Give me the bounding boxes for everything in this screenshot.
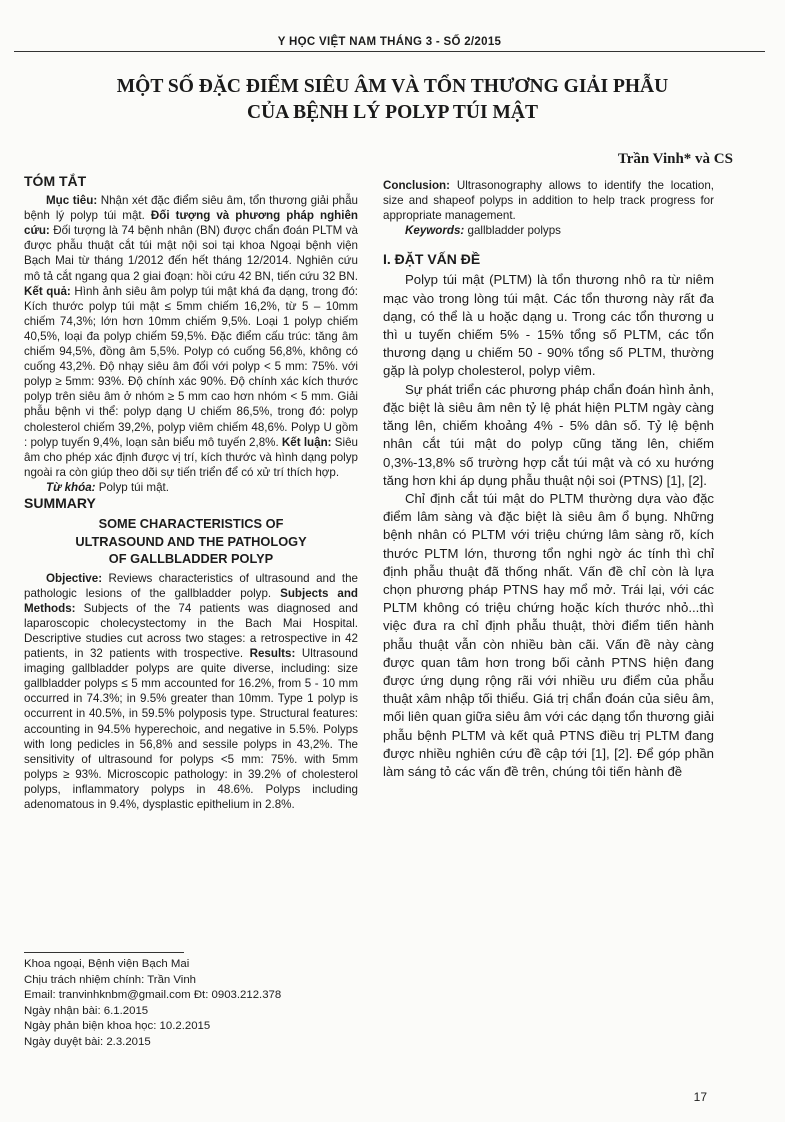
- summary-body-left: [24, 571, 358, 813]
- footnote-responsible: Chịu trách nhiệm chính: Trần Vinh: [24, 973, 197, 986]
- tukhoa-line: [24, 480, 358, 495]
- title-line-2: CỦA BỆNH LÝ POLYP TÚI MẬT: [247, 102, 538, 123]
- subjects-text: Subjects of the 74 patients was diagnosed and laparoscopic cholecystectomy in the Bach Mai Hospital. Descriptive studies cut across two stages: a retrospective in 42 patients, in 32 patients with trospective.: [24, 601, 358, 661]
- footnote-approved: Ngày duyệt bài: 2.3.2015: [24, 1035, 151, 1048]
- journal-header: Y HỌC VIỆT NAM THÁNG 3 - SỐ 2/2015: [14, 36, 765, 52]
- intro-paragraph-2: Sự phát triển các phương pháp chẩn đoán hình ảnh, đặc biệt là siêu âm nên tỷ lệ phát hiện PLTM ngày càng tăng lên, chiếm khoảng 4% - 5% dân số. Tỷ lệ bệnh nhân cắt túi mật do polyp cũng tăng lên, chiếm 0,3%-13,8% số trường hợp cắt túi mật và có xu hướng tăng hơn khi áp dụng phẫu thuật nội soi (PTNS) [1], [2].: [383, 381, 714, 488]
- keywords-line: [383, 223, 714, 238]
- muctieu-label: Mục tiêu:: [46, 194, 98, 208]
- footnote-affiliation: Khoa ngoại, Bệnh viện Bạch Mai: [24, 958, 190, 970]
- tomtat-heading: TÓM TẮT: [24, 173, 87, 189]
- muctieu-text: Nhận xét đặc điểm siêu âm, tổn thương giải phẫu bệnh lý polyp túi mật.: [24, 194, 358, 223]
- results-text: Ultrasound imaging gallbladder polyps are quite diverse, including: size gallbladder polyps ≤ 5 mm accounted for 16.2%, from 5 - 10 mm occurred in 74.3%; in 9.5% greater than 10mm. Type 1 polyp is occurrent in 40.5%, in 59.5% polyposis type. Structural features: accounting in 94.5% hyperechoic, and negative in 5.5%. Polyps with long pedicles in 56,8% and sessile polyps in 43,2%. The sensitivity of ultrasound for polyps <5 mm: 75%. with 5mm polyps ≥ 93%. Microscopic pathology: in 39.2% of cholesterol polyps, inflammatory polyps in 48.6%. Polyps including adenomatous in 9.4%, dysplastic epithelium in 2.8%.: [24, 647, 358, 811]
- author-line: Trần Vinh* và CS: [617, 151, 733, 167]
- ketluan-label: Kết luận:: [281, 435, 332, 449]
- intro-heading: I. ĐẶT VẤN ĐỀ: [383, 251, 481, 268]
- objective-text: Reviews characteristics of ultrasound and the pathologic lesions of the gallbladder polyp.: [24, 571, 358, 600]
- footnote-contact: Email: tranvinhknbm@gmail.com Đt: 0903.212.378: [24, 989, 282, 1002]
- ketqua-label: Kết quả:: [24, 284, 71, 298]
- article-title: [60, 74, 725, 126]
- doituong-label: Đối tượng và phương pháp nghiên cứu:: [24, 209, 358, 238]
- conclusion-label: Conclusion:: [383, 179, 450, 192]
- ketqua-text: Hình ảnh siêu âm polyp túi mật khá đa dạng, trong đó: Kích thước polyp túi mật ≤ 5mm chiếm 16,2%, từ 5 – 10mm chiếm 74,3%; lớn hơn 10mm chiếm 9,5%. Loại 1 polyp chiếm 40,5%, loại đa polyp chiếm 59,5%. Đặc điểm cấu trúc: tăng âm chiếm 94,5%, đồng âm 5,5%. Polyp có cuống 56,8%, không có cuống 43,2%. Độ nhạy siêu âm đối với polyp < 5 mm: 75%. với polyp ≥ 5mm: 93%. Độ chính xác 90%. Độ chính xác kích thước polyp trên siêu âm ở nhóm ≥ 5 mm cao hơn nhóm < 5 mm. Giải phẫu bệnh vi thể: polyp dạng U chiếm 86,5%, trong đó: polyp cholesterol chiếm 39,2%, polyp viêm chiếm 48,6%. Polyp U gồm : polyp tuyến 9,4%, loạn sản biểu mô tuyến 2,8%.: [24, 284, 359, 449]
- summary-title-line-2: ULTRASOUND AND THE PATHOLOGY: [75, 533, 307, 549]
- summary-title-line-1: SOME CHARACTERISTICS OF: [98, 516, 284, 532]
- footnotes: [24, 957, 364, 1051]
- subjects-label: Subjects and Methods:: [24, 586, 358, 615]
- intro-paragraph-3: Chỉ định cắt túi mật do PLTM thường dựa vào đặc điểm lâm sàng và đặc biệt là siêu âm ổ bụng. Những bệnh nhân có PLTM với triệu chứng lâm sàng rõ, kích thước PLTM lớn, thương tổn nghi ngờ ác tính thì chỉ định phẫu thuật đã thống nhất. Vấn đề chỉ còn là lựa chọn phương pháp PTNS hay mổ mở. Trái lại, với các PLTM không có triệu chứng hoặc kích thước nhỏ...thì việc đưa ra chỉ định phẫu thuật, thời điểm tiến hành phẫu thuật vẫn còn nhiều bàn cãi. Vấn đề này càng được quan tâm hơn trong bối cảnh PTNS hiện đang được ứng dụng rộng rãi với nhiều ưu điểm của phẫu thuật xâm nhập tối thiểu. Giá trị chẩn đoán của siêu âm, mối liên quan giữa siêu âm với các dạng tổn thương giải phẫu bệnh PLTM và kết quả PTNS điều trị PLTM đang được nhiều nghiên cứu đề cập tới [1], [2]. Để góp phần làm sáng tỏ các vấn đề trên, chúng tôi tiến hành đề: [383, 490, 714, 779]
- footnote-reviewed: Ngày phản biện khoa học: 10.2.2015: [24, 1020, 211, 1033]
- keywords-label: Keywords:: [405, 224, 465, 238]
- keywords-text: gallbladder polyps: [464, 224, 561, 238]
- conclusion-text: Ultrasonography allows to identify the location, size and shapeof polyps in addition to help track progress for appropriate management.: [383, 179, 714, 223]
- tomtat-body: [24, 193, 358, 480]
- footnote-divider: [24, 952, 184, 953]
- tukhoa-label: Từ khóa:: [46, 480, 96, 494]
- page-number: 17: [693, 1090, 707, 1104]
- ketluan-text: Siêu âm cho phép xác định được vị trí, kích thước và hình dạng polyp ngoài ra còn giúp theo dõi sự tiến triển để có xử trí thích hợp.: [24, 435, 358, 479]
- left-column: [24, 170, 358, 812]
- summary-title-line-3: OF GALLBLADDER POLYP: [108, 551, 274, 567]
- intro-paragraph-1: Polyp túi mật (PLTM) là tổn thương nhô ra từ niêm mạc vào trong lòng túi mật. Các tổn thương này rất đa dạng, có thể là u hoặc dạng u. Trong các tổn thương u thì u tuyến chiếm 5% - 15% tổng số PLTM, các tổn thương dạng u chiếm 50 - 90% tổng số PLTM, thường gặp là polyp cholesterol, polyp viêm.: [383, 272, 714, 379]
- intro-body: [383, 271, 714, 781]
- right-column: [383, 178, 714, 781]
- footnote-received: Ngày nhận bài: 6.1.2015: [24, 1004, 149, 1017]
- tukhoa-text: Polyp túi mật.: [95, 480, 169, 494]
- summary-continued: [383, 178, 714, 223]
- objective-label: Objective:: [46, 571, 103, 585]
- results-label: Results:: [249, 647, 296, 661]
- summary-title: [24, 515, 358, 568]
- summary-heading: SUMMARY: [24, 494, 96, 511]
- title-line-1: MỘT SỐ ĐẶC ĐIỂM SIÊU ÂM VÀ TỔN THƯƠNG GIẢI PHẪU: [116, 76, 669, 97]
- doituong-text: Đối tượng là 74 bệnh nhân (BN) được chẩn đoán PLTM và được phẫu thuật cắt túi mật nội soi tại khoa Ngoại bệnh viện Bạch Mai từ tháng 1/2012 đến hết tháng 12/2014. Nghiên cứu mô tả cắt ngang qua 2 giai đoạn: hồi cứu 42 BN, tiến cứu 32 BN.: [24, 224, 358, 283]
